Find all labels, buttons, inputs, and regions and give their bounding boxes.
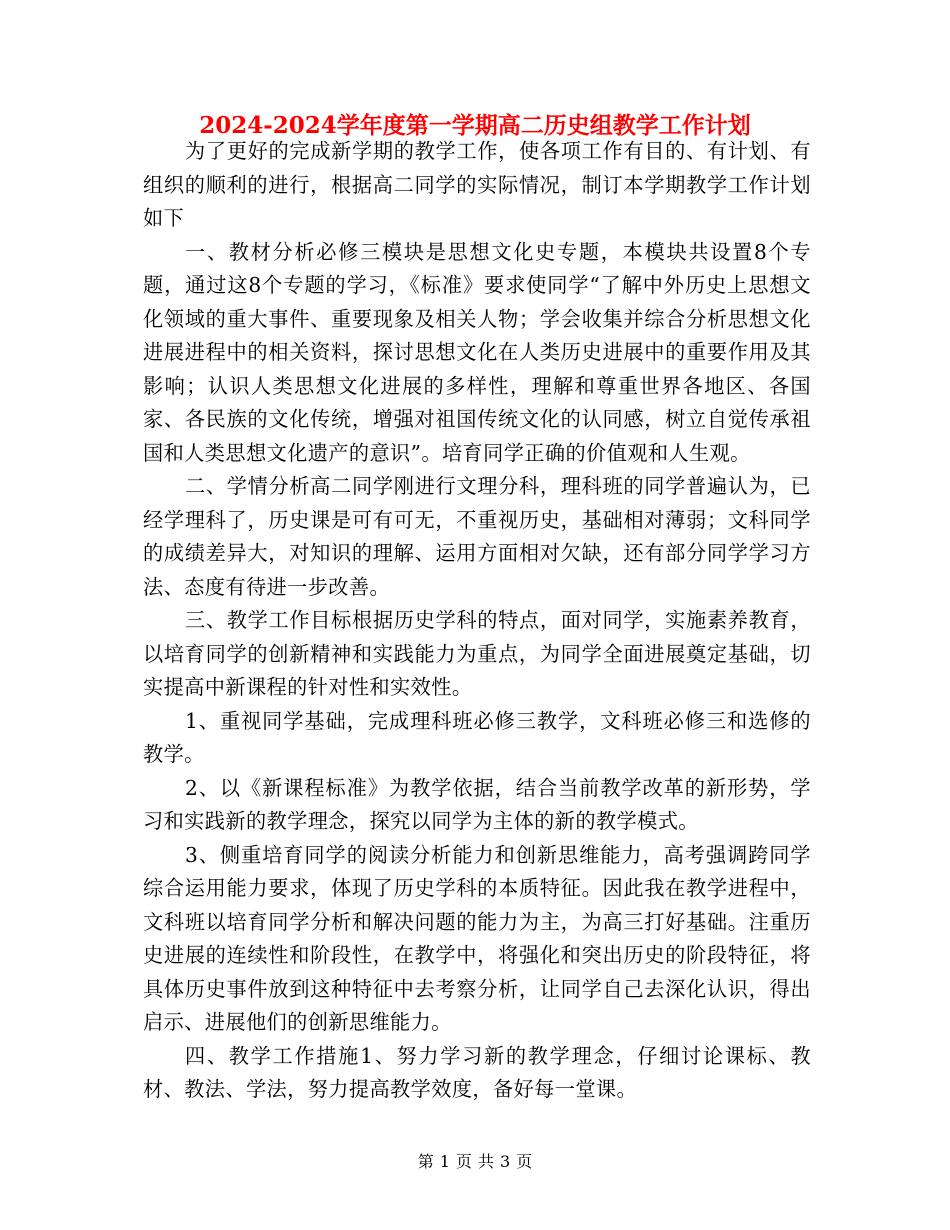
paragraph-teaching-goals: 三、教学工作目标根据历史学科的特点，面对同学，实施素养教育，以培育同学的创新精神和实践能力为重点，为同学全面进展奠定基础，切实提高中新课程的针对性和实效性。: [143, 608, 811, 699]
footer-page-number: 1: [439, 1152, 450, 1171]
footer-prefix: 第: [417, 1152, 434, 1171]
paragraph-goal-1: 1、重视同学基础，完成理科班必修三教学，文科班必修三和选修的教学。: [143, 708, 811, 766]
document-body: [143, 135, 811, 1107]
document-title: 2024-2024学年度第一学期高二历史组教学工作计划: [199, 112, 751, 139]
paragraph-goal-3: 3、侧重培育同学的阅读分析能力和创新思维能力，高考强调跨同学综合运用能力要求，体现了历史学科的本质特征。因此我在教学进程中，文科班以培育同学分析和解决问题的能力为主，为高三打好基础。注重历史进展的连续性和阶段性，在教学中，将强化和突出历史的阶段特征，将具体历史事件放到这种特征中去考察分析，让同学自己去深化认识，得出启示、进展他们的创新思维能力。: [143, 842, 811, 1034]
footer-page-unit: 页: [455, 1152, 472, 1171]
page-footer: [0, 1150, 950, 1174]
footer-total-pages: 3: [500, 1152, 511, 1171]
paragraph-intro: 为了更好的完成新学期的教学工作，使各项工作有目的、有计划、有组织的顺利的进行，根据高二同学的实际情况，制订本学期教学工作计划如下: [143, 139, 811, 230]
paragraph-goal-2: 2、以《新课程标准》为教学依据，结合当前教学改革的新形势，学习和实践新的教学理念，探究以同学为主体的新的教学模式。: [143, 775, 811, 833]
paragraph-student-analysis: 二、学情分析高二同学刚进行文理分科，理科班的同学普遍认为，已经学理科了，历史课是可有可无，不重视历史，基础相对薄弱；文科同学的成绩差异大，对知识的理解、运用方面相对欠缺，还有部分同学学习方法、态度有待进一步改善。: [143, 474, 811, 599]
paragraph-teaching-measures: 四、教学工作措施1、努力学习新的教学理念，仔细讨论课标、教材、教法、学法，努力提高教学效度，备好每一堂课。: [143, 1043, 811, 1101]
paragraph-textbook-analysis: 一、教材分析必修三模块是思想文化史专题，本模块共设置8个专题，通过这8个专题的学习，《标准》要求使同学“了解中外历史上思想文化领域的重大事件、重要现象及相关人物；学会收集并综合分析思想文化进展进程中的相关资料，探讨思想文化在人类历史进展中的重要作用及其影响；认识人类思想文化进展的多样性，理解和尊重世界各地区、各国家、各民族的文化传统，增强对祖国传统文化的认同感，树立自觉传承祖国和人类思想文化遗产的意识”。培育同学正确的价值观和人生观。: [143, 239, 811, 465]
footer-total-prefix: 共: [478, 1152, 495, 1171]
footer-total-unit: 页: [516, 1152, 533, 1171]
